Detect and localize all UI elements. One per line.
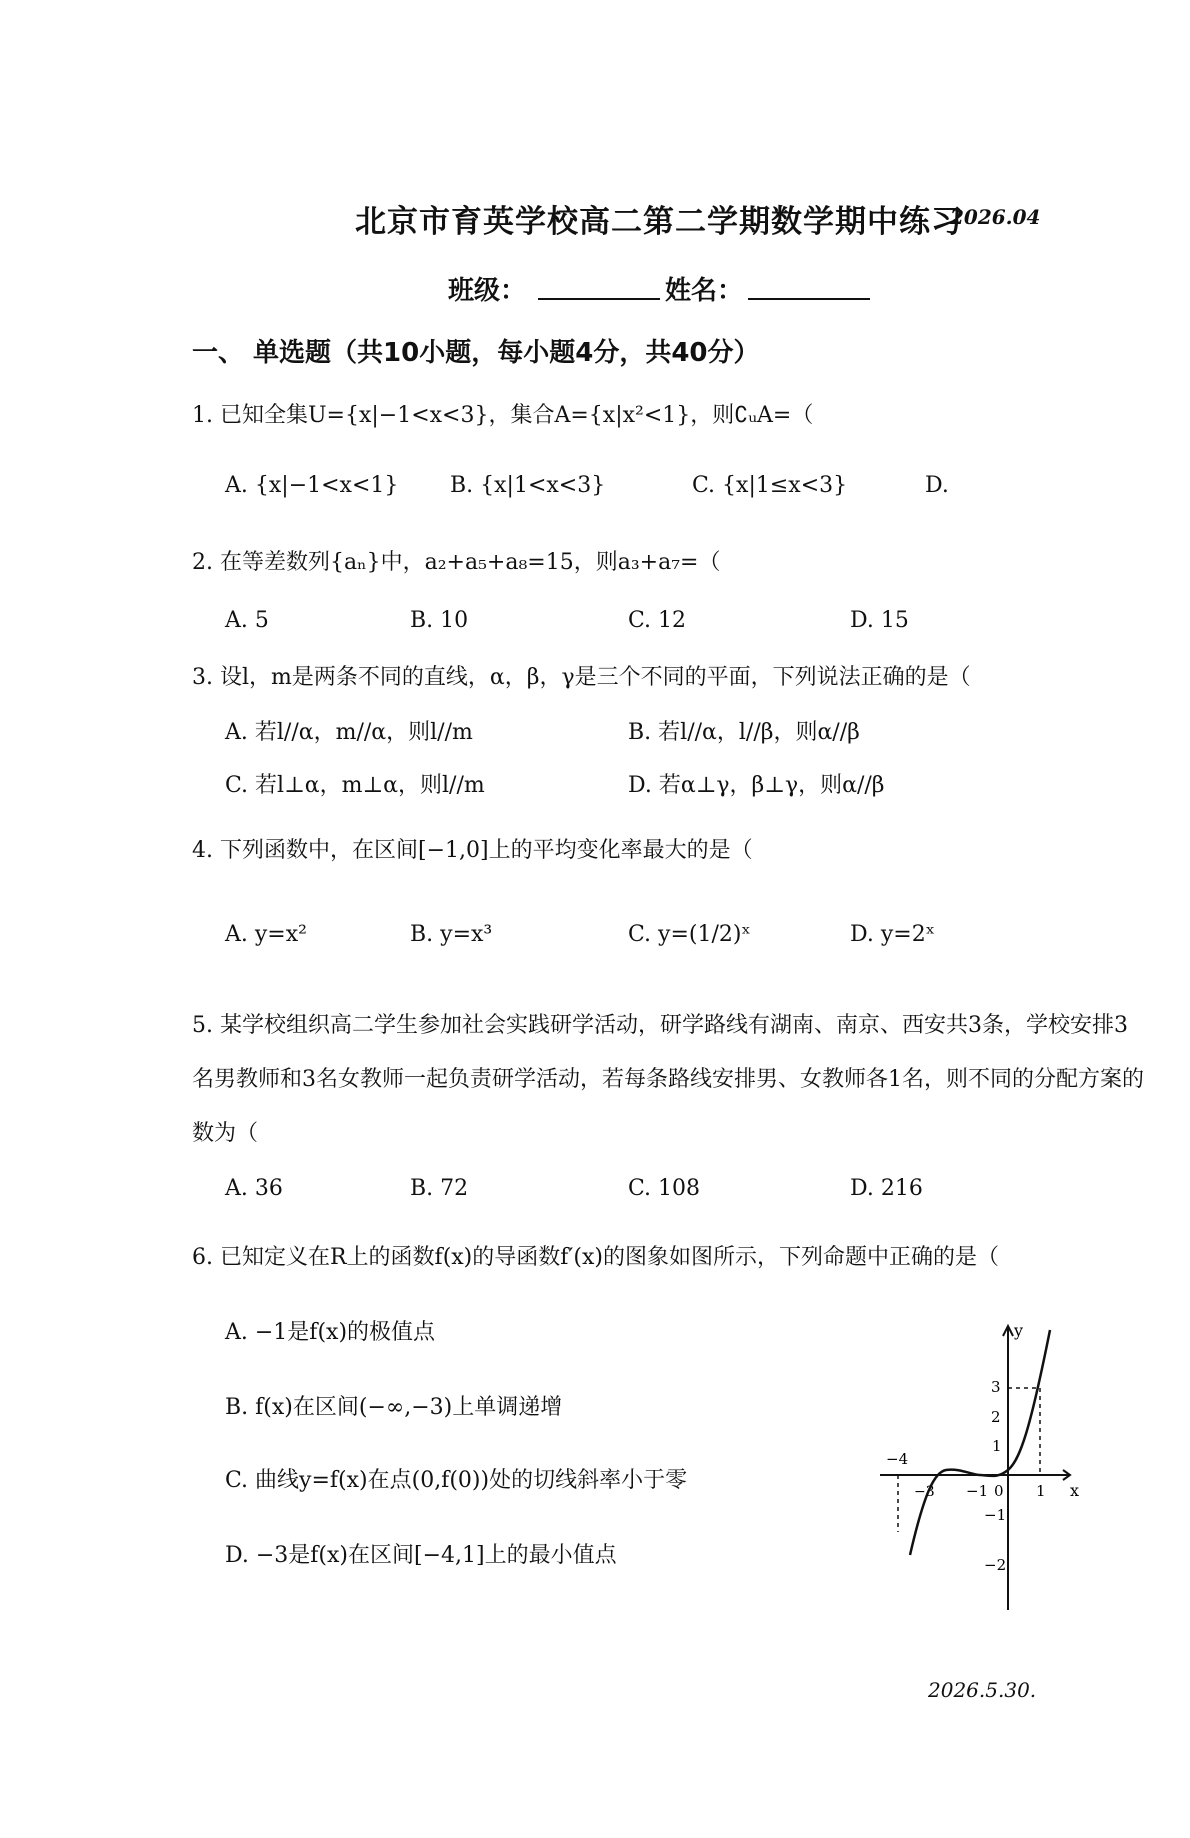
question-4-option-a: A. y=x²	[225, 922, 307, 947]
y-tick-1: 1	[992, 1437, 1002, 1455]
question-2-option-a: A. 5	[225, 608, 269, 633]
x-tick-1: 1	[1036, 1482, 1046, 1500]
question-5-option-d: D. 216	[850, 1176, 923, 1201]
question-3-option-b: B. 若l//α，l//β，则α//β	[628, 720, 860, 745]
question-3-option-c: C. 若l⊥α，m⊥α，则l//m	[225, 773, 485, 798]
question-2-option-c: C. 12	[628, 608, 687, 633]
question-5-stem-line-3: 数为（	[192, 1121, 259, 1146]
y-tick-minus2: −2	[984, 1556, 1007, 1574]
question-4-stem: 4. 下列函数中，在区间[−1,0]上的平均变化率最大的是（	[192, 838, 753, 863]
question-3-option-a: A. 若l//α，m//α，则l//m	[225, 720, 473, 745]
question-6-stem: 6. 已知定义在R上的函数f(x)的导函数f′(x)的图象如图所示，下列命题中正确的是（	[192, 1245, 999, 1270]
y-tick-2: 2	[991, 1408, 1001, 1426]
question-2-stem: 2. 在等差数列{aₙ}中，a₂+a₅+a₈=15，则a₃+a₇=（	[192, 550, 721, 575]
question-1-stem: 1. 已知全集U={x|−1<x<3}，集合A={x|x²<1}，则∁ᵤA=（	[192, 403, 814, 428]
y-axis-label: y	[1014, 1321, 1024, 1340]
question-1-option-c: C. {x|1≤x<3}	[692, 473, 848, 498]
section-title: 一、 单选题（共10小题，每小题4分，共40分）	[192, 338, 760, 368]
question-1-option-b: B. {x|1<x<3}	[450, 473, 606, 498]
question-3-option-d: D. 若α⊥γ，β⊥γ，则α//β	[628, 773, 885, 798]
question-5-stem-line-2: 名男教师和3名女教师一起负责研学活动，若每条路线安排男、女教师各1名，则不同的分配方案的	[192, 1067, 1144, 1092]
question-2-option-d: D. 15	[850, 608, 909, 633]
x-tick-minus1: −1	[966, 1482, 989, 1500]
question-1-option-a: A. {x|−1<x<1}	[225, 473, 399, 498]
question-6-option-b: B. f(x)在区间(−∞,−3)上单调递增	[225, 1395, 563, 1420]
question-6-option-c: C. 曲线y=f(x)在点(0,f(0))处的切线斜率小于零	[225, 1468, 688, 1493]
question-5-option-b: B. 72	[410, 1176, 469, 1201]
y-tick-minus1: −1	[984, 1506, 1007, 1524]
question-4-option-c: C. y=(1/2)ˣ	[628, 922, 751, 947]
question-6-option-a: A. −1是f(x)的极值点	[225, 1320, 436, 1345]
question-1-option-d: D.	[925, 473, 949, 498]
class-blank[interactable]	[538, 298, 660, 300]
x-tick-0: 0	[994, 1482, 1004, 1500]
y-tick-3: 3	[991, 1378, 1001, 1396]
question-5-stem-line-1: 5. 某学校组织高二学生参加社会实践研学活动，研学路线有湖南、南京、西安共3条，学校安排3	[192, 1013, 1128, 1038]
question-5-option-a: A. 36	[225, 1176, 283, 1201]
derivative-curve	[910, 1330, 1050, 1555]
class-label: 班级：	[448, 276, 527, 306]
question-5-option-c: C. 108	[628, 1176, 701, 1201]
question-6-option-d: D. −3是f(x)在区间[−4,1]上的最小值点	[225, 1543, 617, 1568]
page-title: 北京市育英学校高二第二学期数学期中练习	[355, 204, 963, 240]
name-label: 姓名：	[665, 276, 744, 306]
question-4-option-d: D. y=2ˣ	[850, 922, 936, 947]
question-2-option-b: B. 10	[410, 608, 469, 633]
x-tick-minus3: −3	[914, 1484, 935, 1500]
x-axis-label: x	[1070, 1481, 1080, 1500]
x-tick-minus4: −4	[886, 1450, 909, 1468]
question-4-option-b: B. y=x³	[410, 922, 493, 947]
exam-date: 2026.04	[950, 205, 1041, 229]
name-blank[interactable]	[748, 298, 870, 300]
question-3-stem: 3. 设l，m是两条不同的直线，α，β，γ是三个不同的平面，下列说法正确的是（	[192, 665, 971, 690]
handwritten-note: 2026.5.30.	[928, 1678, 1037, 1702]
derivative-graph	[880, 1320, 1080, 1620]
